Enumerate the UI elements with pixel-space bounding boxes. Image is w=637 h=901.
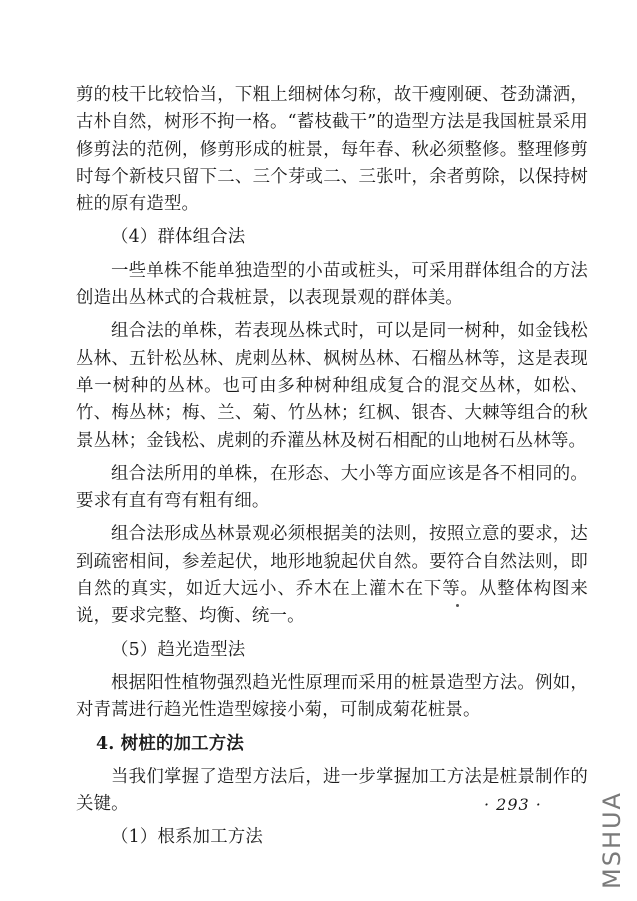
paragraph-grove-species: 组合法的单株，若表现丛株式时，可以是同一树种，如金钱松丛林、五针松丛林、虎刺丛林、枫树丛林、石榴丛林等，这是表现单一树种的丛林。也可由多种树种组成复合的混交丛林，如松、竹、梅丛林；梅、兰、菊、竹丛林；红枫、银杏、大棘等组合的秋景丛林；金钱松、虎刺的乔灌丛林及树石相配的山地树石丛林等。 — [76, 321, 588, 451]
page-body — [76, 82, 588, 852]
watermark-logo — [590, 792, 634, 888]
section-heading-processing: 4. 树桩的加工方法 — [96, 733, 244, 754]
print-speck — [456, 604, 459, 607]
paragraph-aesthetic-rules: 组合法形成丛林景观必须根据美的法则，按照立意的要求，达到疏密相间，参差起伏，地形地貌起伏自然。要符合自然法则，即自然的真实，如近大远小、乔木在上灌木在下等。从整体构图来说，要求完整、均衡、统一。 — [76, 524, 588, 627]
paragraph-pruning-continued: 剪的枝干比较恰当，下粗上细树体匀称，故干瘦刚硬、苍劲潇洒，古朴自然，树形不拘一格。“蓄枝截干”的造型方法是我国桩景采用修剪法的范例，修剪形成的桩景，每年春、秋必须整修。整理修剪时每个新枝只留下二、三个芽或二、三张叶，余者剪除，以保持树桩的原有造型。 — [76, 85, 588, 215]
paragraph-group-intro: 一些单株不能单独造型的小苗或桩头，可采用群体组合的方法创造出丛林式的合栽桩景，以表现景观的群体美。 — [76, 260, 588, 309]
subheading-group-combination: （4）群体组合法 — [111, 227, 246, 248]
page-number: · 293 · — [484, 795, 542, 814]
watermark-text: MSHUA — [598, 791, 627, 889]
subheading-phototropic: （5）趋光造型法 — [111, 639, 246, 660]
paragraph-single-plants: 组合法所用的单株，在形态、大小等方面应该是各不相同的。要求有直有弯有粗有细。 — [76, 463, 588, 512]
paragraph-processing-intro: 当我们掌握了造型方法后，进一步掌握加工方法是桩景制作的关键。 — [76, 766, 588, 815]
subheading-root-processing: （1）根系加工方法 — [111, 827, 263, 848]
paragraph-phototropic: 根据阳性植物强烈趋光性原理而采用的桩景造型方法。例如，对青蒿进行趋光性造型嫁接小菊，可制成菊花桩景。 — [76, 672, 588, 721]
